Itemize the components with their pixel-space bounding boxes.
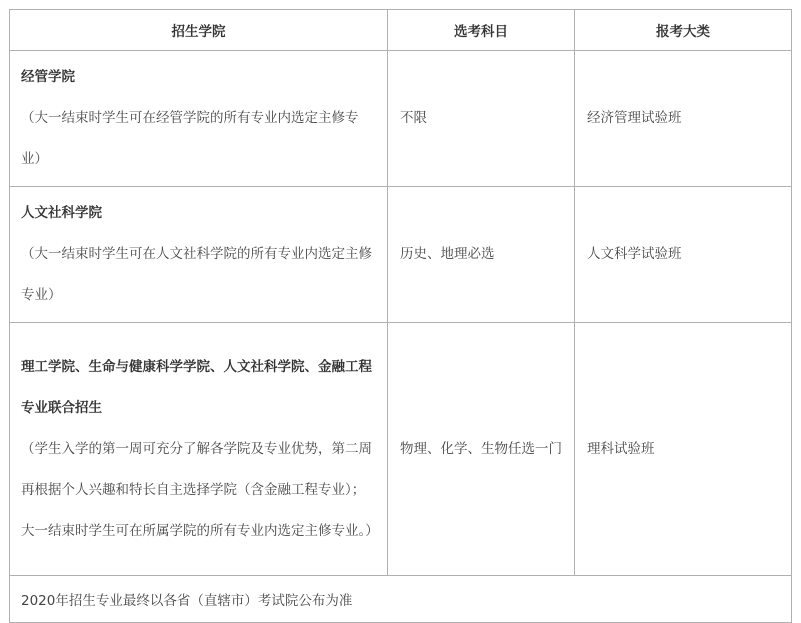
admissions-table-container	[9, 9, 791, 623]
category-cell: 理科试验班	[575, 323, 792, 576]
subjects-cell: 不限	[388, 51, 575, 187]
header-college: 招生学院	[10, 10, 388, 51]
college-note: （大一结束时学生可在人文社科学院的所有专业内选定主修专业）	[21, 246, 372, 303]
header-category: 报考大类	[575, 10, 792, 51]
category-cell: 人文科学试验班	[575, 187, 792, 323]
college-name: 经管学院	[21, 69, 75, 85]
category-cell: 经济管理试验班	[575, 51, 792, 187]
table-row	[10, 187, 792, 323]
subjects-cell: 历史、地理必选	[388, 187, 575, 323]
footer-note: 2020年招生专业最终以各省（直辖市）考试院公布为准	[10, 576, 792, 623]
college-note: （学生入学的第一周可充分了解各学院及专业优势，第二周再根据个人兴趣和特长自主选择学院（含金融工程专业）；大一结束时学生可在所属学院的所有专业内选定主修专业。）	[21, 440, 379, 539]
header-subjects: 选考科目	[388, 10, 575, 51]
college-name: 人文社科学院	[21, 205, 102, 221]
college-cell	[10, 51, 388, 187]
college-note: （大一结束时学生可在经管学院的所有专业内选定主修专业）	[21, 110, 359, 167]
subjects-cell: 物理、化学、生物任选一门	[388, 323, 575, 576]
admissions-table	[9, 9, 792, 623]
table-row	[10, 51, 792, 187]
college-name: 理工学院、生命与健康科学学院、人文社科学院、金融工程专业联合招生	[21, 358, 372, 416]
table-row	[10, 323, 792, 576]
college-cell	[10, 187, 388, 323]
college-cell	[10, 323, 388, 576]
table-header-row	[10, 10, 792, 51]
table-footer-row	[10, 576, 792, 623]
